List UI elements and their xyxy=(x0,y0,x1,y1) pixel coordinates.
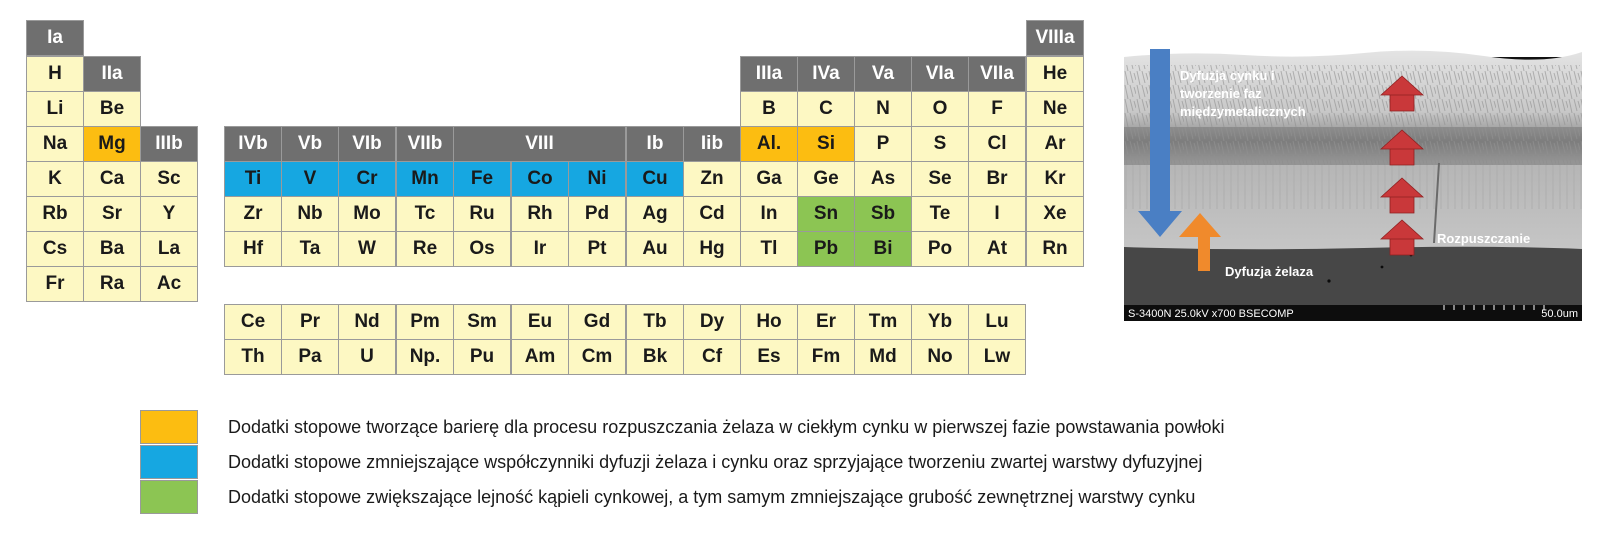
element-ac: Ac xyxy=(140,266,198,302)
element-ne: Ne xyxy=(1026,91,1084,127)
element-pa: Pa xyxy=(281,339,339,375)
group-header-viiia: VIIIa xyxy=(1026,20,1084,56)
element-cl: Cl xyxy=(968,126,1026,162)
group-header-iiia: IIIa xyxy=(740,56,798,92)
zinc-diffusion-label-line-2: tworzenie faz xyxy=(1180,86,1262,101)
element-n: N xyxy=(854,91,912,127)
element-y: Y xyxy=(140,196,198,232)
legend-text-barrier: Dodatki stopowe tworzące barierę dla procesu rozpuszczania żelaza w ciekłym cynku w pierwszej fazie powstawania powłoki xyxy=(228,417,1225,437)
zinc-diffusion-label-line-1: Dyfuzja cynku i xyxy=(1180,68,1275,83)
element-b: B xyxy=(740,91,798,127)
group-header-viib: VIIb xyxy=(396,126,454,162)
element-rb: Rb xyxy=(26,196,84,232)
element-ho: Ho xyxy=(740,304,798,340)
element-w: W xyxy=(338,231,396,267)
element-mn: Mn xyxy=(396,161,454,197)
sem-caption-right: 50.0um xyxy=(1541,308,1578,320)
element-es: Es xyxy=(740,339,798,375)
element-c: C xyxy=(797,91,855,127)
group-header-iia: IIa xyxy=(83,56,141,92)
element-mg: Mg xyxy=(83,126,141,162)
element-pr: Pr xyxy=(281,304,339,340)
group-header-va: Va xyxy=(854,56,912,92)
element-tb: Tb xyxy=(626,304,684,340)
element-li: Li xyxy=(26,91,84,127)
element-fm: Fm xyxy=(797,339,855,375)
element-rh: Rh xyxy=(511,196,569,232)
element-pb: Pb xyxy=(797,231,855,267)
group-header-ia: Ia xyxy=(26,20,84,56)
element-al: Al. xyxy=(740,126,798,162)
element-k: K xyxy=(26,161,84,197)
pore xyxy=(1381,266,1384,269)
element-v: V xyxy=(281,161,339,197)
element-xe: Xe xyxy=(1026,196,1084,232)
element-tc: Tc xyxy=(396,196,454,232)
group-header-iiib: IIIb xyxy=(140,126,198,162)
element-ba: Ba xyxy=(83,231,141,267)
element-gd: Gd xyxy=(568,304,626,340)
element-nd: Nd xyxy=(338,304,396,340)
element-ra: Ra xyxy=(83,266,141,302)
element-lu: Lu xyxy=(968,304,1026,340)
group-header-viii: VIII xyxy=(453,126,626,162)
element-ni: Ni xyxy=(568,161,626,197)
element-nb: Nb xyxy=(281,196,339,232)
element-th: Th xyxy=(224,339,282,375)
element-si: Si xyxy=(797,126,855,162)
zinc-diffusion-label-line-3: międzymetalicznych xyxy=(1180,104,1306,119)
element-br: Br xyxy=(968,161,1026,197)
element-cd: Cd xyxy=(683,196,741,232)
element-at: At xyxy=(968,231,1026,267)
element-ga: Ga xyxy=(740,161,798,197)
element-te: Te xyxy=(911,196,969,232)
element-os: Os xyxy=(453,231,511,267)
sem-caption-left: S-3400N 25.0kV x700 BSECOMP xyxy=(1128,308,1294,320)
element-hf: Hf xyxy=(224,231,282,267)
legend-swatch-barrier xyxy=(140,410,198,444)
element-cu: Cu xyxy=(626,161,684,197)
element-s: S xyxy=(911,126,969,162)
group-header-ib: Ib xyxy=(626,126,684,162)
legend-swatch-fluidity xyxy=(140,480,198,514)
element-i: I xyxy=(968,196,1026,232)
element-cs: Cs xyxy=(26,231,84,267)
legend-text-fluidity: Dodatki stopowe zwiększające lejność kąpieli cynkowej, a tym samym zmniejszające grubość zewnętrznej warstwy cynku xyxy=(228,487,1196,507)
element-tm: Tm xyxy=(854,304,912,340)
element-ti: Ti xyxy=(224,161,282,197)
element-h: H xyxy=(26,56,84,92)
element-ce: Ce xyxy=(224,304,282,340)
element-sn: Sn xyxy=(797,196,855,232)
sem-micrograph xyxy=(1124,43,1582,321)
element-ca: Ca xyxy=(83,161,141,197)
element-po: Po xyxy=(911,231,969,267)
element-ge: Ge xyxy=(797,161,855,197)
element-bk: Bk xyxy=(626,339,684,375)
element-dy: Dy xyxy=(683,304,741,340)
element-ar: Ar xyxy=(1026,126,1084,162)
element-yb: Yb xyxy=(911,304,969,340)
element-mo: Mo xyxy=(338,196,396,232)
element-am: Am xyxy=(511,339,569,375)
element-ag: Ag xyxy=(626,196,684,232)
element-bi: Bi xyxy=(854,231,912,267)
element-co: Co xyxy=(511,161,569,197)
element-pu: Pu xyxy=(453,339,511,375)
element-p: P xyxy=(854,126,912,162)
element-pd: Pd xyxy=(568,196,626,232)
element-re: Re xyxy=(396,231,454,267)
element-sm: Sm xyxy=(453,304,511,340)
element-md: Md xyxy=(854,339,912,375)
element-cf: Cf xyxy=(683,339,741,375)
element-sc: Sc xyxy=(140,161,198,197)
element-u: U xyxy=(338,339,396,375)
element-la: La xyxy=(140,231,198,267)
element-sr: Sr xyxy=(83,196,141,232)
element-kr: Kr xyxy=(1026,161,1084,197)
element-cr: Cr xyxy=(338,161,396,197)
element-rn: Rn xyxy=(1026,231,1084,267)
element-se: Se xyxy=(911,161,969,197)
group-header-vib: VIb xyxy=(338,126,396,162)
element-no: No xyxy=(911,339,969,375)
element-zn: Zn xyxy=(683,161,741,197)
pore xyxy=(1327,279,1330,282)
element-he: He xyxy=(1026,56,1084,92)
legend-swatch-diffusion xyxy=(140,445,198,479)
element-lw: Lw xyxy=(968,339,1026,375)
element-ru: Ru xyxy=(453,196,511,232)
element-as: As xyxy=(854,161,912,197)
element-be: Be xyxy=(83,91,141,127)
element-ta: Ta xyxy=(281,231,339,267)
element-fr: Fr xyxy=(26,266,84,302)
element-pm: Pm xyxy=(396,304,454,340)
group-header-viia: VIIa xyxy=(968,56,1026,92)
element-o: O xyxy=(911,91,969,127)
group-header-via: VIa xyxy=(911,56,969,92)
iron-diffusion-label: Dyfuzja żelaza xyxy=(1225,264,1314,279)
element-tl: Tl xyxy=(740,231,798,267)
group-header-iva: IVa xyxy=(797,56,855,92)
element-f: F xyxy=(968,91,1026,127)
group-header-vb: Vb xyxy=(281,126,339,162)
element-np: Np. xyxy=(396,339,454,375)
element-cm: Cm xyxy=(568,339,626,375)
dissolution-label: Rozpuszczanie xyxy=(1437,231,1531,246)
element-fe: Fe xyxy=(453,161,511,197)
element-pt: Pt xyxy=(568,231,626,267)
element-sb: Sb xyxy=(854,196,912,232)
element-er: Er xyxy=(797,304,855,340)
element-in: In xyxy=(740,196,798,232)
element-au: Au xyxy=(626,231,684,267)
element-na: Na xyxy=(26,126,84,162)
element-eu: Eu xyxy=(511,304,569,340)
group-header-ivb: IVb xyxy=(224,126,282,162)
element-hg: Hg xyxy=(683,231,741,267)
legend-text-diffusion: Dodatki stopowe zmniejszające współczynniki dyfuzji żelaza i cynku oraz sprzyjające tworzeniu zwartej warstwy dyfuzyjnej xyxy=(228,452,1203,472)
group-header-iib: Iib xyxy=(683,126,741,162)
element-ir: Ir xyxy=(511,231,569,267)
element-zr: Zr xyxy=(224,196,282,232)
